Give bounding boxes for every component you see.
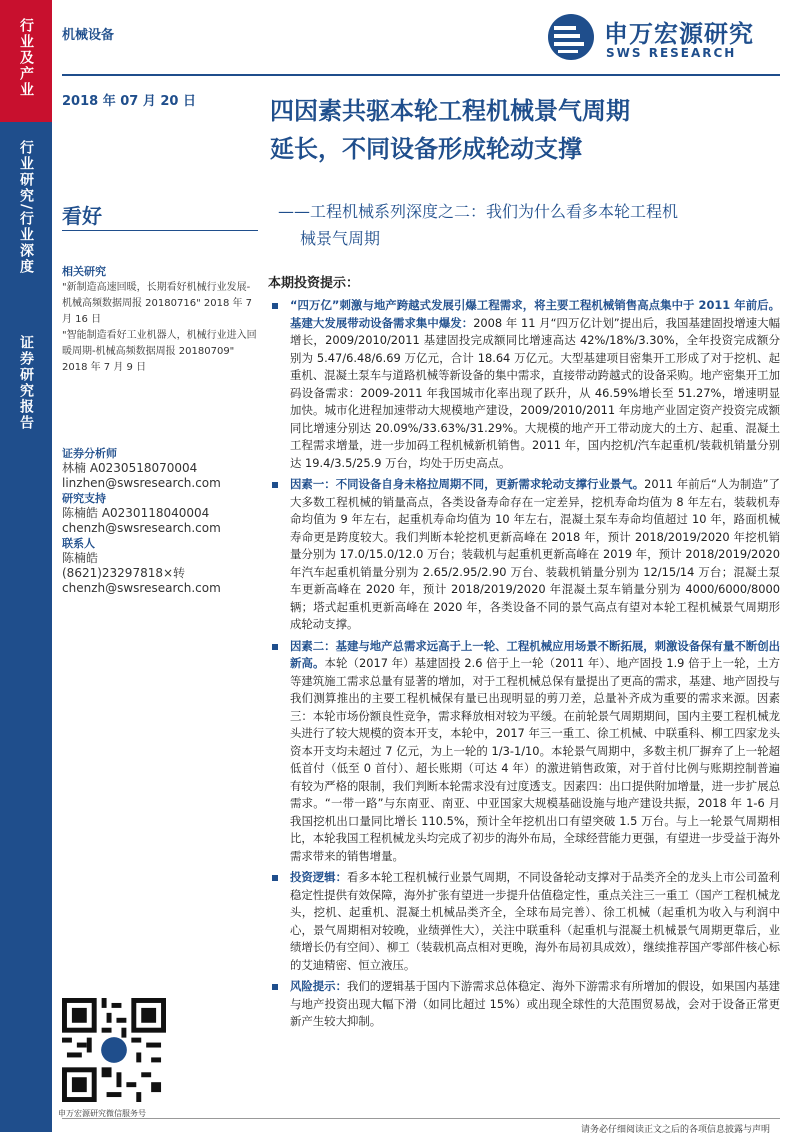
related-item[interactable]: "新制造高速回暖，长期看好机械行业发展-机械高频数据周报 20180716" 2018 年 7 月 16 日 — [62, 282, 253, 325]
sidebar-label-industry: 行业及产业 — [18, 18, 34, 98]
bullet-text: 2011 年前后“人为制造”了大多数工程机械的销量高点，各类设备寿命存在一定差异，挖机寿命均值为 8 年左右，装载机寿命均值为 9 年左右，起重机寿命均值为 10 年左右，混凝土泵车寿命均值超过 10 年，路面机械寿命更是跨度较大。我们判断本轮挖机更新高峰在 2018 年，预计 2018/2019/2020 年挖机销量分别为 17.0/15.0/12.0 万台；装载机与起重机更新高峰在 2019 年，预计 2018/2019/2020 年汽车起重机销量分别为 2.65/2.95/2.90 万台、装载机销量分别为 12/15/14 万台；混凝土泵车更新高峰在 2020 年，预计 2018/2019/2020 年混凝土泵车销量分别为 4000/6000/8000 辆；塔式起重机更新高峰在 2020 年，各类设备不同的景气高点有望对本轮工程机械景气周期形成轮动支撑。 — [290, 477, 780, 631]
qr-caption: 申万宏源研究微信服务号 — [58, 1109, 146, 1118]
summary-bullet — [268, 476, 780, 634]
bullet-text: 看多本轮工程机械行业景气周期，不同设备轮动支撑对于品类齐全的龙头上市公司盈利稳定性提供有效保障，海外扩张有望进一步提升估值稳定性，重点关注三一重工（国产工程机械龙头，挖机、起重机、混凝土机械品类齐全，全球布局完善）、徐工机械（起重机为收入与利润中心，景气周期相对较晚，业绩弹性大），关注中联重科（起重机与混凝土机械景气周期更靠后，业绩增长仍有空间）、柳工（装载机高点相对更晚，海外布局初具成效），继续推荐国产零部件核心标的艾迪精密、恒立液压。 — [290, 870, 780, 972]
bullet-text: 我们的逻辑基于国内下游需求总体稳定、海外下游需求有所增加的假设，如果国内基建与地产投资出现大幅下滑（如同比超过 15%）或出现全球性的大范围贸易战，会对于设备正常更新产生较大抑制。 — [290, 979, 780, 1028]
bullet-marker-icon — [272, 303, 278, 309]
sws-logo — [546, 10, 786, 68]
bullet-marker-icon — [272, 482, 278, 488]
rating-divider — [62, 230, 258, 231]
contact-name: 陈楠皓 — [62, 551, 99, 565]
related-research — [62, 264, 258, 376]
report-title-line1: 四因素共驱本轮工程机械景气周期 — [270, 97, 630, 125]
support-name: 陈楠皓 A0230118040004 — [62, 506, 210, 520]
sidebar — [0, 0, 52, 1132]
bullet-marker-icon — [272, 875, 278, 881]
bullet-lead: “四万亿”刺激与地产跨越式发展引爆工程需求，将主要工程机械销售高点集中于 2011 年前后。基建大发展带动设备需求集中爆发： — [290, 298, 780, 330]
contact-phone: (8621)23297818×转 — [62, 566, 186, 580]
rating: 看好 — [62, 204, 102, 228]
footer-divider — [62, 1118, 780, 1119]
industry-label: 机械设备 — [62, 28, 115, 43]
logo-text-cn: 申万宏源研究 — [604, 20, 754, 48]
report-subtitle-line1: ——工程机械系列深度之二：我们为什么看多本轮工程机 — [278, 202, 679, 221]
summary-bullet — [268, 869, 780, 974]
support-email[interactable]: chenzh@swsresearch.com — [62, 521, 221, 535]
report-subtitle-line2: 械景气周期 — [300, 229, 381, 248]
summary-heading: 本期投资提示： — [268, 276, 360, 291]
report-title — [270, 92, 790, 168]
related-item[interactable]: "智能制造看好工业机器人，机械行业进入回暖周期-机械高频数据周报 20180709" 2018 年 7 月 9 日 — [62, 330, 257, 373]
sidebar-block-research-type — [0, 122, 52, 317]
qr-code-icon — [62, 998, 166, 1102]
analyst-heading: 证券分析师 — [62, 447, 117, 460]
analyst-email[interactable]: linzhen@swsresearch.com — [62, 476, 221, 490]
support-heading: 研究支持 — [62, 492, 106, 505]
header-divider — [62, 74, 780, 76]
summary-bullet — [268, 978, 780, 1031]
contacts — [62, 446, 258, 596]
bullet-text: 本轮（2017 年）基建固投 2.6 倍于上一轮（2011 年）、地产固投 1.9 倍于上一轮，土方等建筑施工需求总量有显著的增加，对于工程机械总保有量提出了更高的需求，基建、地产固投与我们测算推出的主要工程机械保有量已出现明显的剪刀差，总量补齐成为重要的需求来源。因素三：本轮市场份额良性竞争，需求释放相对较为平缓。在前轮景气周期期间，国内主要工程机械龙头进行了较大规模的资本开支，本轮中，2017 年三一重工、徐工机械、中联重科、柳工四家龙头资本开支均未超过 7 亿元，为上一轮的 1/3-1/10。本轮景气周期中，多数主机厂摒弃了上一轮超低首付（低至 0 首付）、超长账期（可达 4 年）的激进销售政策，对于首付比例与账期控制普遍有较为严格的限制，我们判断本轮需求没有过度透支。因素四：出口提供附加增量，进一步扩展总需求。“一带一路”与东南亚、南亚、中亚国家大规模基础设施与地产建设共振，2018 年 1-6 月我国挖机出口量同比增长 110.5%，预计全年挖机出口有望突破 1.5 万台。与上一轮景气周期相比，本轮我国工程机械龙头均完成了初步的海外布局，全球经营能力更强，有望进一步受益于海外需求带来的销售增量。 — [290, 656, 780, 863]
bullet-text: 2008 年 11 月“四万亿计划”提出后，我国基建固投增速大幅增长，2009/2010/2011 基建固投完成额同比增速高达 42%/18%/3.30%，全年投资完成额分别为 5.47/6.48/6.69 万亿元，合计 18.64 万亿元。大型基建项目密集开工形成了对于挖机、起重机、混凝土泵车与道路机械等新设备的集中需求，直接带动跨越式的设备采购。地产密集开工加码设备需求：2009-2011 年我国城市化率出现了跃升，从 46.59%增长至 51.27%，增速明显加快。城市化进程加速带动大规模地产建设，2009/2010/2011 年房地产业固定资产投资完成额同比增速分别达 20.09%/33.63%/31.29%。大规模的地产开工带动庞大的土方、起重、混凝土工程需求增量，进一步加码工程机械新机销售。2011 年，国内挖机/汽车起重机/装载机销量分别达 19.4/3.5/25.9 万台，均处于历史高点。 — [290, 315, 780, 470]
related-heading: 相关研究 — [62, 265, 106, 278]
bullet-lead: 投资逻辑： — [290, 870, 347, 884]
sidebar-block-report-type — [0, 317, 52, 1132]
footer-disclaimer: 请务必仔细阅读正文之后的各项信息披露与声明 — [580, 1125, 770, 1135]
summary-bullet — [268, 297, 780, 472]
bullet-lead: 因素二：基建与地产总需求远高于上一轮、工程机械应用场景不断拓展，刺激设备保有量不断创出新高。 — [290, 638, 780, 670]
contact-email[interactable]: chenzh@swsresearch.com — [62, 581, 221, 595]
sws-logo-icon — [546, 12, 596, 62]
report-title-line2: 延长，不同设备形成轮动支撑 — [270, 135, 582, 163]
bullet-lead: 因素一：不同设备自身未格拉周期不同，更新需求轮动支撑行业景气。 — [290, 477, 645, 491]
report-date: 2018 年 07 月 20 日 — [62, 94, 196, 109]
bullet-marker-icon — [272, 644, 278, 650]
investment-summary — [268, 272, 780, 1035]
report-subtitle — [278, 198, 778, 252]
analyst-name: 林楠 A0230518070004 — [62, 461, 198, 475]
contact-heading: 联系人 — [62, 537, 95, 550]
sidebar-block-industry — [0, 0, 52, 122]
logo-text-en: SWS RESEARCH — [606, 46, 737, 60]
sidebar-label-research-type: 行业研究/行业深度 — [18, 140, 34, 276]
sidebar-label-report-type: 证券研究报告 — [18, 335, 34, 431]
bullet-lead: 风险提示： — [290, 979, 347, 993]
bullet-marker-icon — [272, 984, 278, 990]
summary-bullet — [268, 638, 780, 866]
